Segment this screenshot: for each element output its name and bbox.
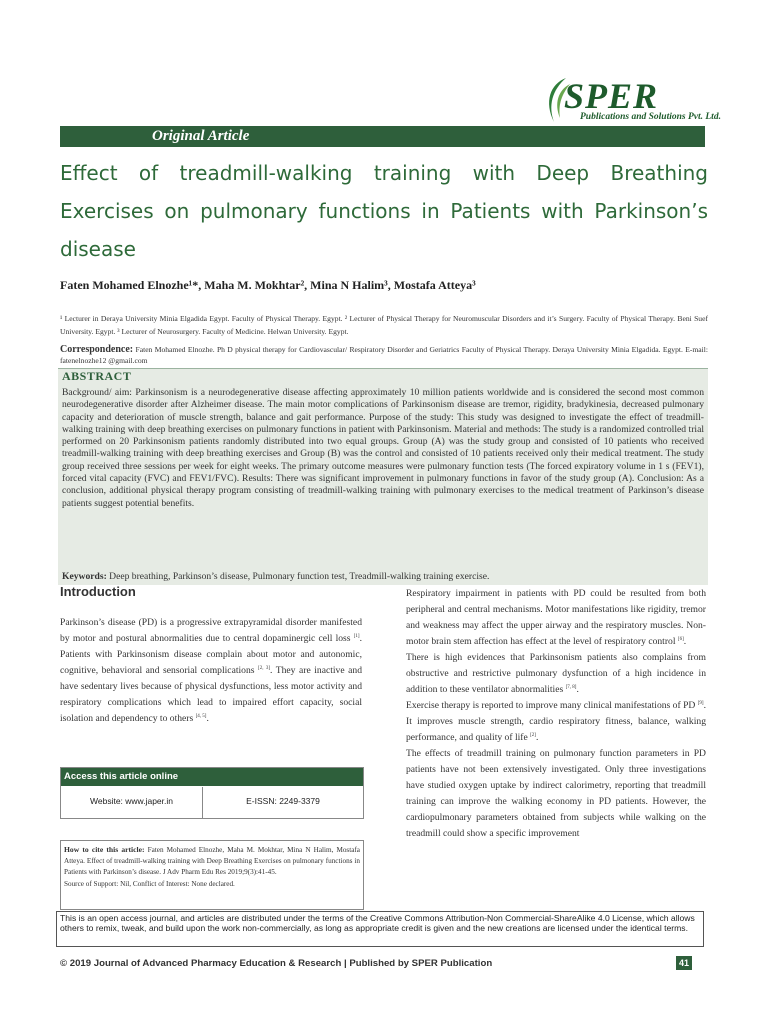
article-type-label: Original Article — [152, 128, 250, 144]
para-text: . It improves muscle strength, cardio respiratory fitness, balance, walking performance, and quality of life — [406, 700, 706, 743]
correspondence-label: Correspondence: — [60, 344, 134, 355]
affiliations: ¹ Lecturer in Deraya University Minia Elgadida Egypt. Faculty of Physical Therapy. Egypt. ² Lecturer of Physical Therapy for Neuromuscular Disorders and it’s Surgery. Faculty of Physical Therapy. Beni Suef University. Egypt. ³ Lecturer of Neurosurgery. Faculty of Medicine. Helwan University. Egypt. — [60, 314, 708, 336]
para-text: . — [576, 684, 579, 695]
keywords — [62, 571, 489, 582]
para-text: . — [535, 732, 539, 743]
intro-text-2: . Patients with Parkinsonism disease complain about motor and autonomic, cognitive, behavioral and sensorial complications — [60, 633, 362, 676]
citation-ref[interactable]: [2] — [530, 732, 536, 738]
section-heading-introduction: Introduction — [60, 584, 136, 599]
paragraph — [406, 698, 706, 746]
cite-label: How to cite this article: — [64, 845, 145, 854]
logo-wordmark: SPER — [564, 76, 659, 116]
citation-ref[interactable]: [4, 5] — [195, 713, 207, 719]
intro-text-4: . — [206, 713, 209, 724]
citation-ref[interactable]: [2, 3] — [258, 665, 270, 671]
citation-ref[interactable]: [7, 8] — [565, 684, 577, 690]
access-heading: Access this article online — [61, 768, 363, 786]
para-text: . — [683, 636, 687, 647]
license-notice: This is an open access journal, and articles are distributed under the terms of the Creative Commons Attribution-Non Commercial-ShareAlike 4.0 License, which allows others to remix, tweak, and build upon the work non-commercially, as long as appropriate credit is given and the new creations are licensed under the identical terms. — [56, 911, 704, 947]
article-title: Effect of treadmill-walking training with Deep Breathing Exercises on pulmonary functions in Patients with Parkinson’s disease — [60, 161, 708, 261]
author-list: Faten Mohamed Elnozhe¹*, Maha M. Mokhtar², Mina N Halim³, Mostafa Atteya³ — [60, 278, 476, 292]
intro-text-3: . They are inactive and have sedentary lives because of physical dysfunctions, less motor activity and respiratory complications which lead to impaired effort capacity, social isolation and dependency to others — [60, 665, 362, 724]
keywords-text: Deep breathing, Parkinson’s disease, Pulmonary function test, Treadmill-walking training exercise. — [109, 571, 490, 582]
abstract-heading: ABSTRACT — [62, 369, 132, 383]
support-text: Source of Support: Nil, Conflict of Interest: None declared. — [64, 879, 235, 888]
website-link[interactable]: Website: www.japer.in — [61, 787, 203, 818]
article-type-banner — [60, 126, 705, 147]
abstract-text: Background/ aim: Parkinsonism is a neurodegenerative disease affecting approximately 10 million patients worldwide and is considered the second most common neurodegenerative disorder after Alzheimer disease. The main motor complications of Parkinsonism disease are tremor, rigidity, bradykinesia, decreased pulmonary capacity and deterioration of muscle strength, balance and gait performance. Purpose of the study: This study was designed to investigate the effect of treadmill-walking training with deep breathing exercises on pulmonary functions in patient with Parkinsonism. Material and methods: The study is a randomized controlled trial performed on 20 Parkinsonism patients randomly distributed into two equal groups. Group (A) was the study group and consisted of 10 patients who received treadmill-walking training with deep breathing exercises and Group (B) was the control and consisted of 10 patients received only their medical treatment. The study group received three sessions per week for eight weeks. The primary outcome measures were pulmonary function tests (The forced expiratory volume in 1 s (FEV1), forced vital capacity (FVC) and FEV1/FVC). Results: There was significant improvement in pulmonary functions in favor of the study group (A). Conclusion: As a conclusion, additional physical therapy program consisting of treadmill-walking training with pulmonary exercises to the medical treatment of Parkinson’s disease patients suggest potential benefits. — [62, 387, 704, 509]
para-text: Exercise therapy is reported to improve many clinical manifestations of PD — [406, 700, 698, 711]
access-online-box — [60, 767, 364, 819]
paragraph — [406, 650, 706, 698]
para-text: Respiratory impairment in patients with PD could be resulted from both peripheral and central mechanisms. Motor manifestations like rigidity, tremor and weakness may affect the upper airway and the respiratory muscles. Non-motor brain stem affection has effect at the level of respiratory control — [406, 588, 706, 647]
page-number: 41 — [676, 956, 692, 970]
paragraph — [406, 586, 706, 650]
para-text: There is high evidences that Parkinsonism patients also complains from obstructive and restrictive pulmonary dysfunction of a high incidence in addition to these ventilator abnormalities — [406, 652, 706, 695]
correspondence-text: Faten Mohamed Elnozhe. Ph D physical therapy for Cardiovascular/ Respiratory Disorder and Geriatrics Faculty of Physical Therapy. Deraya University Minia Elgadida. Egypt. E-mail: fatenelnozhe12 @gmail.com — [60, 345, 708, 365]
abstract-box — [58, 368, 708, 585]
eissn-value: E-ISSN: 2249-3379 — [246, 796, 320, 806]
citation-ref[interactable]: [1] — [353, 633, 360, 639]
citation-ref[interactable]: [9] — [697, 700, 704, 706]
intro-text-1: Parkinson’s disease (PD) is a progressive extrapyramidal disorder manifested by motor and postural abnormalities due to central dopaminergic cell loss — [60, 617, 362, 644]
publisher-logo — [540, 76, 721, 128]
logo-subtitle: Publications and Solutions Pvt. Ltd. — [580, 112, 721, 122]
page-footer: © 2019 Journal of Advanced Pharmacy Education & Research | Published by SPER Publication — [60, 958, 493, 969]
keywords-label: Keywords: — [62, 571, 107, 582]
paragraph: The effects of treadmill training on pulmonary function parameters in PD patients have not been extensively investigated. Only three investigations have studied oxygen uptake by indirect calorimetry, reporting that treadmill training can improve the walking economy in PD patients. However, the cardiopulmonary parameters obtained from subjects while walking on the treadmill could show a specific improvement — [406, 748, 706, 839]
intro-paragraph — [60, 615, 362, 727]
citation-ref[interactable]: [6] — [677, 636, 684, 642]
correspondence — [60, 344, 708, 366]
cite-text: Faten Mohamed Elnozhe, Maha M. Mokhtar, Mina N Halim, Mostafa Atteya. Effect of treadmill-walking training with Deep Breathing Exercises on pulmonary functions in Patients with Parkinson’s disease. J Adv Pharm Edu Res 2019;9(3):41-45. — [64, 846, 360, 877]
right-column — [406, 586, 706, 842]
citation-box — [60, 840, 364, 910]
